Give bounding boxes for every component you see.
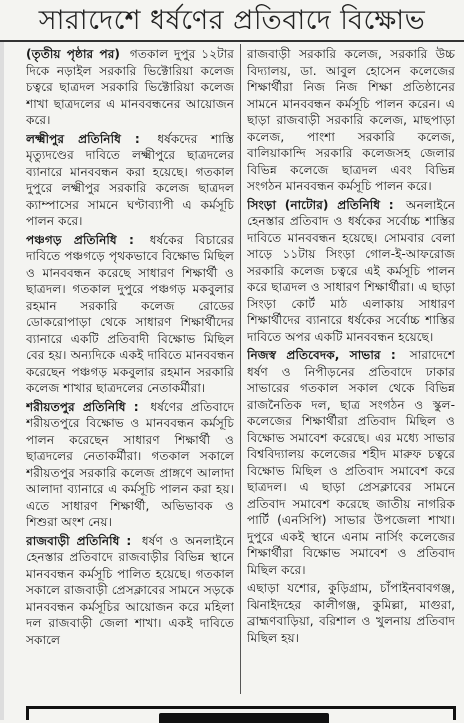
paragraph-text: রাজবাড়ী সরকারি কলেজ, সরকারি উচ্চ বিদ্যালয়, ডা. আবুল হোসেন কলেজের শিক্ষার্থীরা নিজ নিজ শিক্ষা প্রতিষ্ঠানের সামনে মানববন্ধন কর্মসূচি পালন করেন। এ ছাড়া রাজবাড়ী সরকারি কলেজ, মাছপাড়া কলেজ, পাংশা সরকারি কলেজ, বালিয়াকান্দি সরকারি কলেজসহ জেলার বিভিন্ন কলেজে ছাত্রদল এবং বিভিন্ন সংগঠন মানববন্ধন কর্মসূচি পালন করে। [247, 47, 455, 193]
byline: সিংড়া (নাটোর) প্রতিনিধি : [247, 197, 394, 212]
paragraph-text: এছাড়া যশোর, কুড়িগ্রাম, চাঁপাইনবাবগঞ্জ, ঝিনাইদহের কালীগঞ্জ, কুমিল্লা, মাগুরা, ব্রাহ্মণবাড়িয়া, বরিশাল ও খুলনায় প্রতিবাদ মিছিল হয়। [247, 581, 455, 645]
paragraph-text: সারাদেশে ধর্ষণ ও নিপীড়নের প্রতিবাদে ঢাকার সাভারের গতকাল সকাল থেকে বিভিন্ন রাজনৈতিক দল, ছাত্র সংগঠন ও স্কুল-কলেজের শিক্ষার্থীরা প্রতিবাদ মিছিল ও বিক্ষোভ সমাবেশ করেছে। এর মধ্যে সাভার বিশ্ববিদ্যালয় কলেজের শহীদ মারুফ চত্বরে বিক্ষোভ মিছিল ও প্রতিবাদ সমাবেশ করে ছাত্রদল। এ ছাড়া প্রেসক্লাবের সামনে প্রতিবাদ সমাবেশ করেছে জাতীয় নাগরিক পার্টি (এনসিপি) সাভার উপজেলা শাখা। দুপুরে একই স্থানে এনাম নার্সিং কলেজের শিক্ষার্থীরা বিক্ষোভ সমাবেশ ও প্রতিবাদ মিছিল করে। [247, 348, 455, 577]
byline: নিজস্ব প্রতিবেদক, সাভার : [247, 348, 396, 362]
continuation-note: (তৃতীয় পৃষ্ঠার পর) [26, 47, 121, 61]
paragraph [26, 46, 234, 129]
byline: রাজবাড়ী প্রতিনিধি : [26, 533, 132, 548]
paragraph-text: ধর্ষণ ও অনলাইনে হেনস্তার প্রতিবাদে রাজবাড়ীর বিভিন্ন স্থানে মানববন্ধন কর্মসূচি পালিত হয়েছে। গতকাল সকালে রাজবাড়ী প্রেসক্লাবের সামনে সড়কে মানববন্ধন কর্মসূচির আয়োজন করে মহিলা দল রাজবাড়ী জেলা শাখা। একই দাবিতে সকালে [26, 533, 234, 647]
next-article-box-edge [26, 706, 456, 720]
headline: সারাদেশে ধর্ষণের প্রতিবাদে বিক্ষোভ [38, 5, 426, 36]
paragraph [26, 399, 234, 531]
paragraph-text: অনলাইনে হেনস্তার প্রতিবাদ ও ধর্ষকের সর্বোচ্চ শাস্তির দাবিতে মানববন্ধন হয়েছে। সোমবার বেলা সাড়ে ১১টায় সিংড়া গোল-ই-আফরোজ সরকারি কলেজ চত্বরে এই কর্মসূচি পালন করে ছাত্রদল ও সাধারণ শিক্ষার্থীরা। এ ছাড়া সিংড়া কোর্ট মাঠ এলাকায় সাধারণ শিক্ষার্থীদের ব্যানারে ধর্ষকের সর্বোচ্চ শাস্তির দাবিতে অপর একটি মানববন্ধন হয়েছে। [247, 197, 455, 344]
left-column [26, 46, 234, 702]
right-column [247, 46, 455, 702]
paragraph [247, 197, 455, 346]
paragraph-text: ধর্ষকের বিচারের দাবিতে পঞ্চগড়ে পৃথকভাবে বিক্ষোভ মিছিল ও মানববন্ধন করেছে সাধারণ শিক্ষার্থী ও ছাত্রদল। গতকাল দুপুরে পঞ্চগড় মকবুলার রহমান সরকারি কলেজ রোডের ডোকরোপাড়া থেকে সাধারণ শিক্ষার্থীদের ব্যানারে একটি প্রতিবাদী বিক্ষোভ মিছিল বের হয়। অন্যদিকে একই দাবিতে মানববন্ধন করেছেন পঞ্চগড় মকবুলার রহমান সরকারি কলেজ শাখার ছাত্রদলের নেতাকর্মীরা। [26, 232, 234, 395]
paragraph-text: ধর্ষকদের শাস্তি মৃত্যুদণ্ডের দাবিতে লক্ষ্মীপুরে ছাত্রদলের ব্যানারে মানববন্ধন করা হয়েছে। গতকাল দুপুরে লক্ষ্মীপুর সরকারি কলেজ ছাত্রদল ক্যাম্পাসের সামনে ঘণ্টাব্যাপী এ কর্মসূচি পালন করে। [26, 131, 234, 228]
paragraph [26, 131, 234, 230]
paragraph [247, 46, 455, 195]
paragraph [247, 580, 455, 646]
next-article-title-bar [159, 713, 329, 723]
paragraph [26, 533, 234, 649]
byline: লক্ষ্মীপুর প্রতিনিধি : [26, 131, 140, 146]
byline: পঞ্চগড় প্রতিনিধি : [26, 232, 134, 247]
paragraph-text: গতকাল দুপুর ১২টার দিকে নড়াইল সরকারি ভিক্টোরিয়া কলেজ চত্বরে ছাত্রদল সরকারি ভিক্টোরিয়া কলেজ শাখা ছাত্রদলের এ মানববন্ধনের আয়োজন করে। [26, 47, 234, 127]
headline-rule [0, 40, 464, 42]
paragraph [247, 347, 455, 578]
paragraph-text: ধর্ষণের প্রতিবাদে শরীয়তপুরে বিক্ষোভ ও মানববন্ধন কর্মসূচি পালন করেছেন সাধারণ শিক্ষার্থী ও ছাত্রদলের নেতাকর্মীরা। গতকাল সকালে শরীয়তপুর সরকারি কলেজ প্রাঙ্গণে আলাদা আলাদা ব্যানারে এ কর্মসূচি পালন করা হয়। এতে সাধারণ শিক্ষার্থী, অভিভাবক ও শিশুরা অংশ নেয়। [26, 399, 234, 529]
page-edge-shadow [0, 42, 4, 720]
column-divider [240, 44, 241, 694]
byline: শরীয়তপুর প্রতিনিধি : [26, 399, 139, 414]
paragraph [26, 232, 234, 397]
